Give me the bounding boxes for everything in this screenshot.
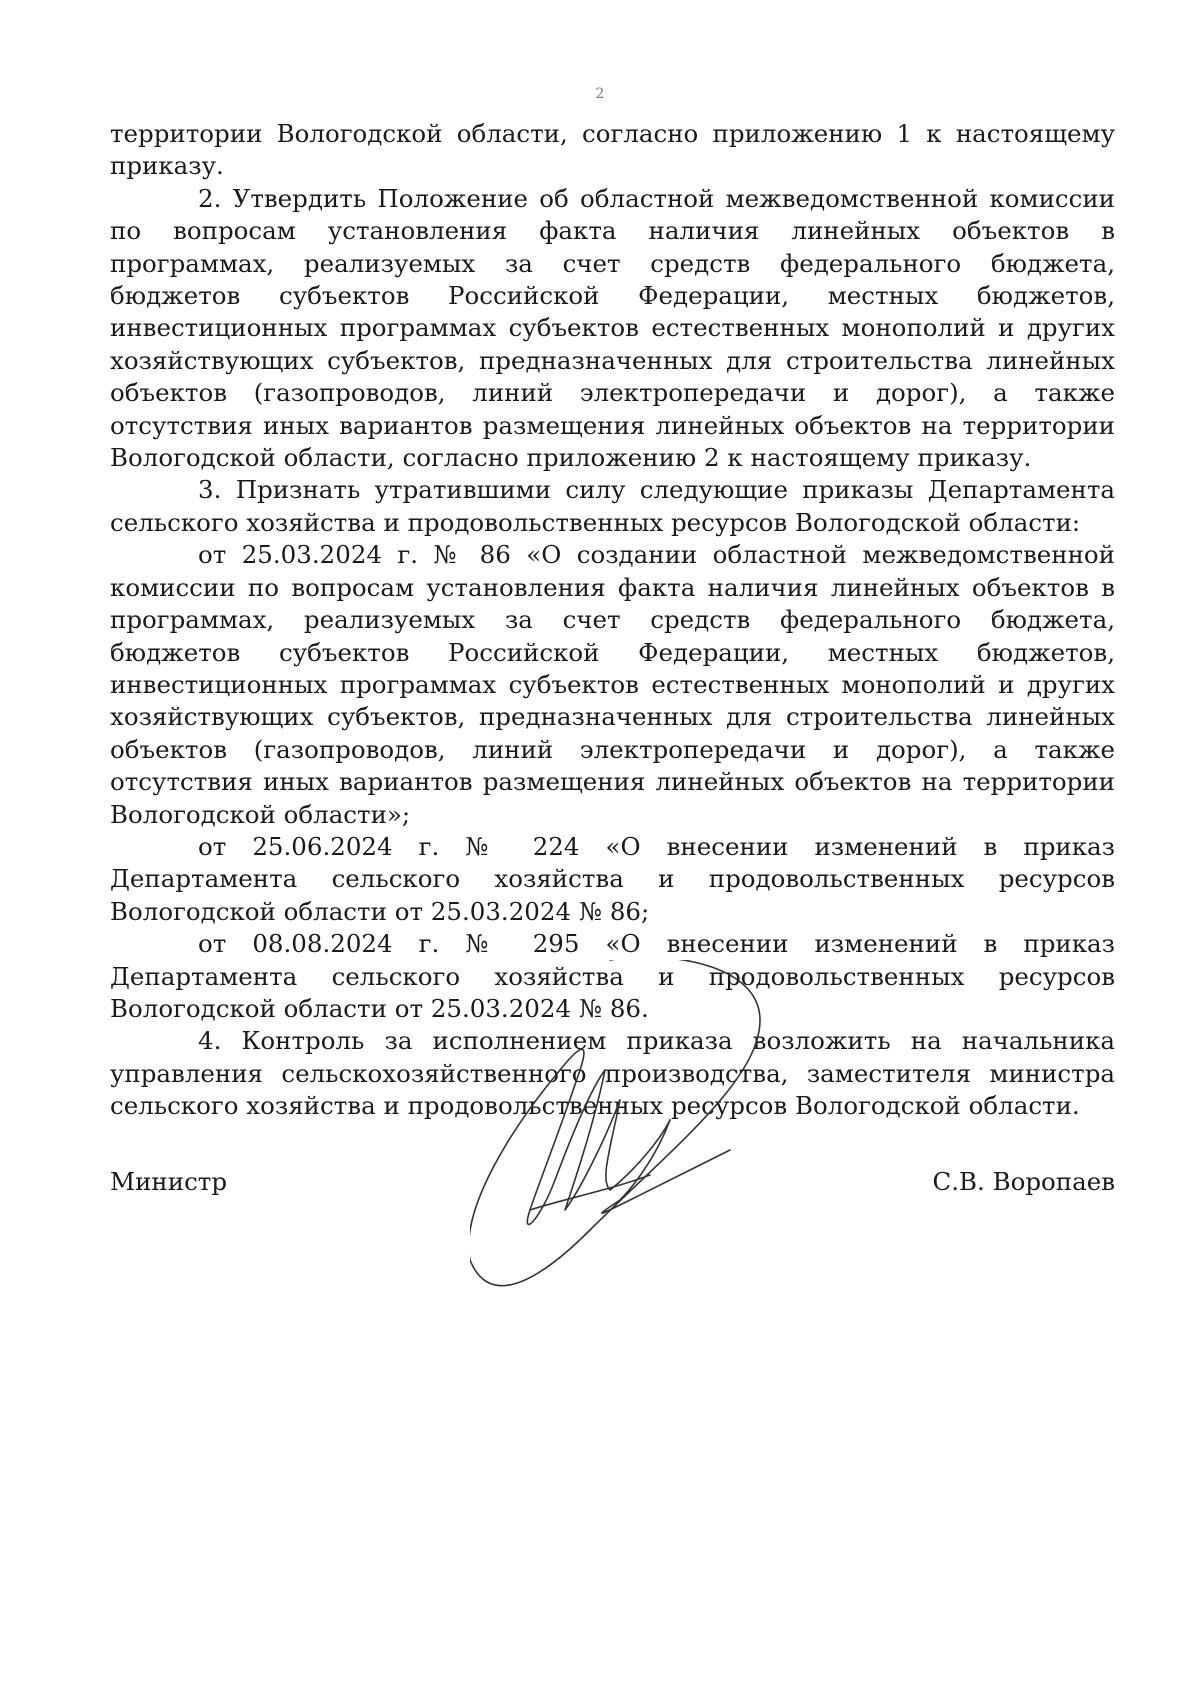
paragraph-repealed-order-86: от 25.03.2024 г. № 86 «О создании областной межведомственной комиссии по вопросам установления факта наличия линейных объектов в программах, реализуемых за счет средств федерального бюджета, бюджетов субъектов Российской Федерации, местных бюджетов, инвестиционных программах субъектов естественных монополий и других хозяйствующих субъектов, предназначенных для строительства линейных объектов (газопроводов, линий электропередачи и дорог), а также отсутствия иных вариантов размещения линейных объектов на территории Вологодской области»; — [110, 540, 1115, 829]
paragraph-item-3: 3. Признать утратившими силу следующие приказы Департамента сельского хозяйства и продовольственных ресурсов Вологодской области: — [110, 475, 1115, 537]
paragraph-continuation: территории Вологодской области, согласно приложению 1 к настоящему приказу. — [110, 119, 1115, 181]
paragraph-item-2: 2. Утвердить Положение об областной межведомственной комиссии по вопросам установления факта наличия линейных объектов в программах, реализуемых за счет средств федерального бюджета, бюджетов субъектов Российской Федерации, местных бюджетов, инвестиционных программах субъектов естественных монополий и других хозяйствующих субъектов, предназначенных для строительства линейных объектов (газопроводов, линий электропередачи и дорог), а также отсутствия иных вариантов размещения линейных объектов на территории Вологодской области, согласно приложению 2 к настоящему приказу. — [110, 183, 1115, 473]
document-body — [110, 118, 1115, 1123]
signatory-name: С.В. Воропаев — [932, 1167, 1115, 1196]
paragraph-item-4: 4. Контроль за исполнением приказа возложить на начальника управления сельскохозяйственного производства, заместителя министра сельского хозяйства и продовольственных ресурсов Вологодской области. — [110, 1026, 1115, 1121]
paragraph-repealed-order-295: от 08.08.2024 г. № 295 «О внесении изменений в приказ Департамента сельского хозяйства и продовольственных ресурсов Вологодской области от 25.03.2024 № 86. — [110, 929, 1115, 1023]
signatory-title: Министр — [110, 1167, 228, 1196]
page-number: 2 — [595, 86, 605, 102]
paragraph-repealed-order-224: от 25.06.2024 г. № 224 «О внесении изменений в приказ Департамента сельского хозяйства и продовольственных ресурсов Вологодской области от 25.03.2024 № 86; — [110, 831, 1115, 926]
